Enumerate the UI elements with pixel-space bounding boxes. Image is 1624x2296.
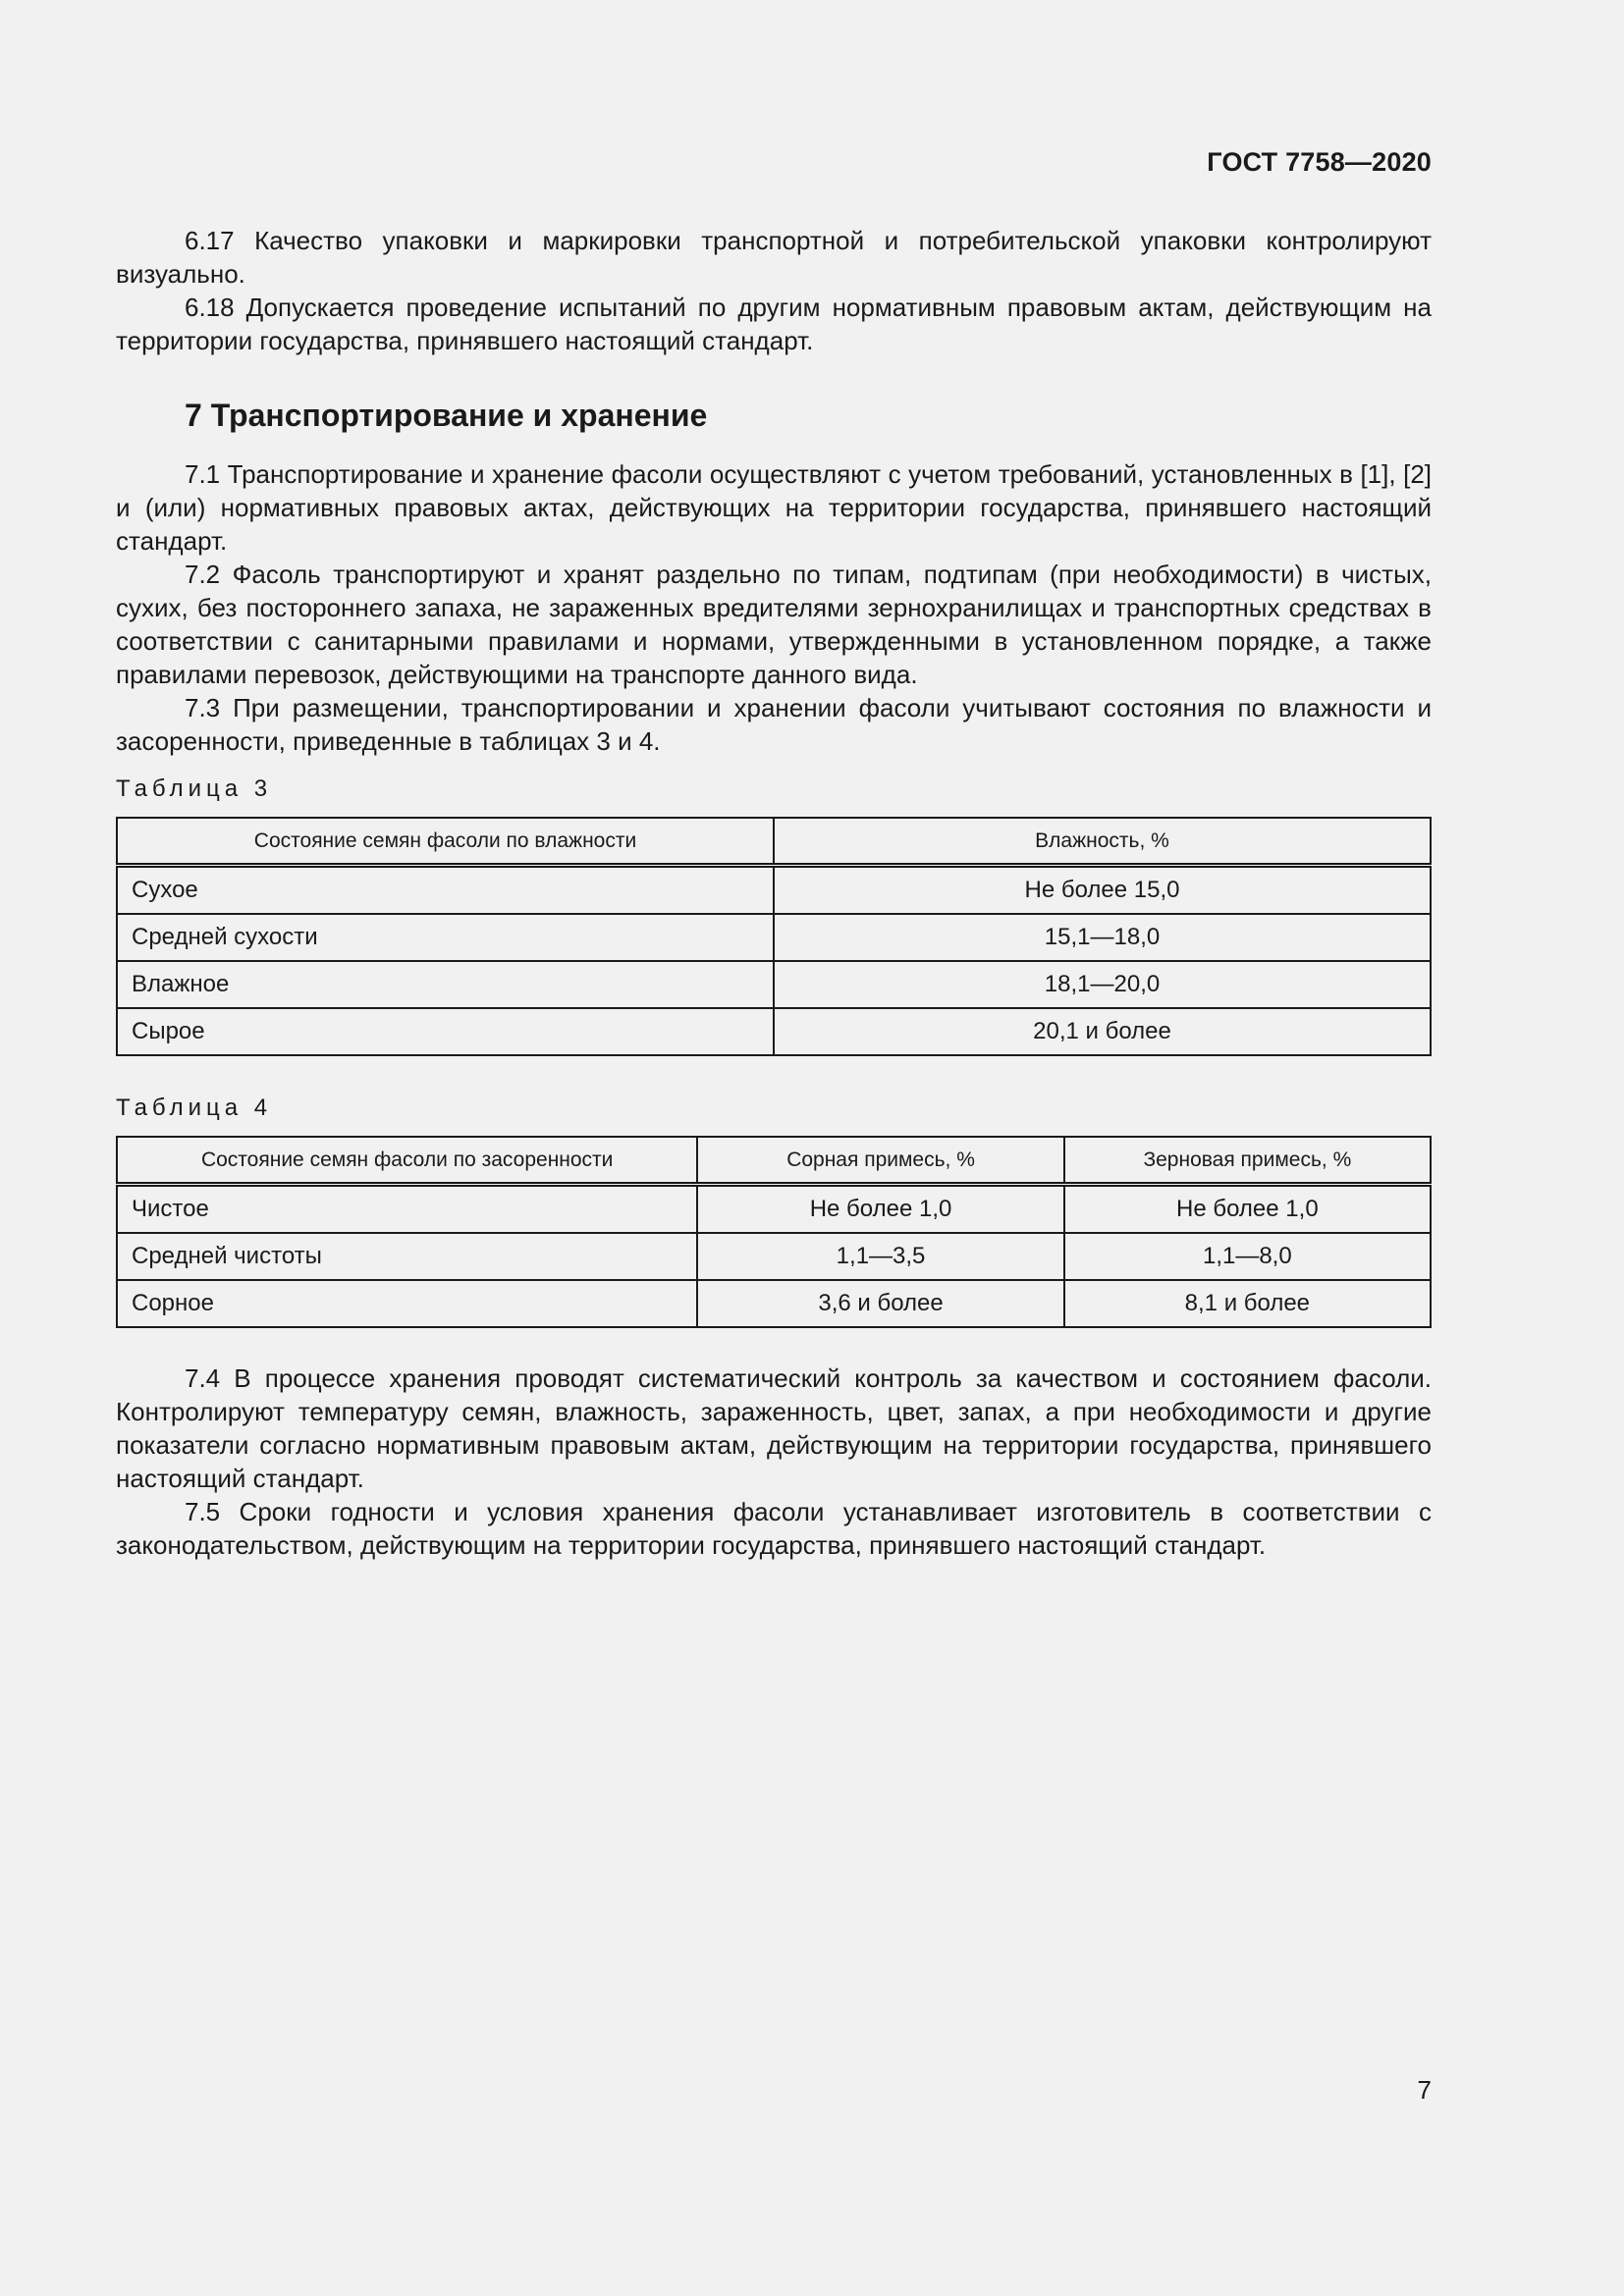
table-4-header-row	[117, 1137, 1431, 1185]
table-cell: Чистое	[117, 1185, 697, 1234]
paragraph-7-4: 7.4 В процессе хранения проводят систематический контроль за качеством и состоянием фасоли. Контролируют температуру семян, влажность, зараженность, цвет, запах, а при необходимости и другие показатели согласно нормативным правовым актам, действующим на территории государства, принявшего настоящий стандарт.	[116, 1363, 1432, 1493]
table-row	[117, 914, 1431, 961]
section-7-paragraphs	[116, 457, 1432, 758]
table-3-caption: Таблица 3	[116, 775, 273, 802]
table-row	[117, 961, 1431, 1008]
paragraph-6-18: 6.18 Допускается проведение испытаний по другим нормативным правовым актам, действующим на территории государства, принявшего настоящий стандарт.	[116, 293, 1432, 355]
table-cell: Сухое	[117, 866, 774, 915]
table-cell: 8,1 и более	[1064, 1280, 1431, 1327]
table-3-block	[116, 817, 1432, 1056]
table-cell: Влажное	[117, 961, 774, 1008]
closing-block	[116, 1362, 1432, 1562]
page-number: 7	[1417, 2075, 1432, 2105]
paragraph-7-3: 7.3 При размещении, транспортировании и хранении фасоли учитывают состояния по влажности и засоренности, приведенные в таблицах 3 и 4.	[116, 693, 1432, 756]
table-cell: Средней сухости	[117, 914, 774, 961]
table-cell: 3,6 и более	[697, 1280, 1063, 1327]
table-4-caption-block	[116, 1095, 1432, 1122]
table-cell: Не более 1,0	[697, 1185, 1063, 1234]
table-3-header-row	[117, 818, 1431, 866]
table-cell: 18,1—20,0	[774, 961, 1431, 1008]
paragraph-7-5: 7.5 Сроки годности и условия хранения фасоли устанавливает изготовитель в соответствии с законодательством, действующим на территории государства, принявшего настоящий стандарт.	[116, 1497, 1432, 1560]
table-3	[116, 817, 1432, 1056]
table-cell: Не более 1,0	[1064, 1185, 1431, 1234]
document-code: ГОСТ 7758—2020	[1207, 147, 1432, 177]
document-page	[116, 0, 1432, 2296]
table-row	[117, 1008, 1431, 1055]
table-cell: Сорное	[117, 1280, 697, 1327]
table-4-header-cell: Зерновая примесь, %	[1064, 1137, 1431, 1185]
paragraph-7-2: 7.2 Фасоль транспортируют и хранят раздельно по типам, подтипам (при необходимости) в чистых, сухих, без постороннего запаха, не зараженных вредителями зернохранилищах и транспортных средствах в соответствии с санитарными правилами и нормами, утвержденными в установленном порядке, а также правилами перевозок, действующими на транспорте данного вида.	[116, 560, 1432, 689]
table-4	[116, 1136, 1432, 1328]
table-3-header-cell: Состояние семян фасоли по влажности	[117, 818, 774, 866]
table-row	[117, 1185, 1431, 1234]
table-4-caption: Таблица 4	[116, 1095, 273, 1121]
table-row	[117, 1233, 1431, 1280]
table-3-caption-block	[116, 775, 1432, 803]
paragraph-6-17: 6.17 Качество упаковки и маркировки транспортной и потребительской упаковки контролируют визуально.	[116, 226, 1432, 289]
table-3-header-cell: Влажность, %	[774, 818, 1431, 866]
table-cell: Не более 15,0	[774, 866, 1431, 915]
table-row	[117, 866, 1431, 915]
table-cell: Сырое	[117, 1008, 774, 1055]
table-4-header-cell: Состояние семян фасоли по засоренности	[117, 1137, 697, 1185]
table-cell: 1,1—3,5	[697, 1233, 1063, 1280]
paragraph-7-1: 7.1 Транспортирование и хранение фасоли осуществляют с учетом требований, установленных в [1], [2] и (или) нормативных правовых актах, действующих на территории государства, принявшего настоящий стандарт.	[116, 459, 1432, 556]
table-cell: Средней чистоты	[117, 1233, 697, 1280]
section-7	[116, 396, 1432, 435]
table-4-block	[116, 1136, 1432, 1328]
table-cell: 15,1—18,0	[774, 914, 1431, 961]
table-row	[117, 1280, 1431, 1327]
intro-block	[116, 224, 1432, 357]
table-cell: 1,1—8,0	[1064, 1233, 1431, 1280]
table-cell: 20,1 и более	[774, 1008, 1431, 1055]
section-title: 7 Транспортирование и хранение	[185, 398, 708, 433]
table-4-header-cell: Сорная примесь, %	[697, 1137, 1063, 1185]
